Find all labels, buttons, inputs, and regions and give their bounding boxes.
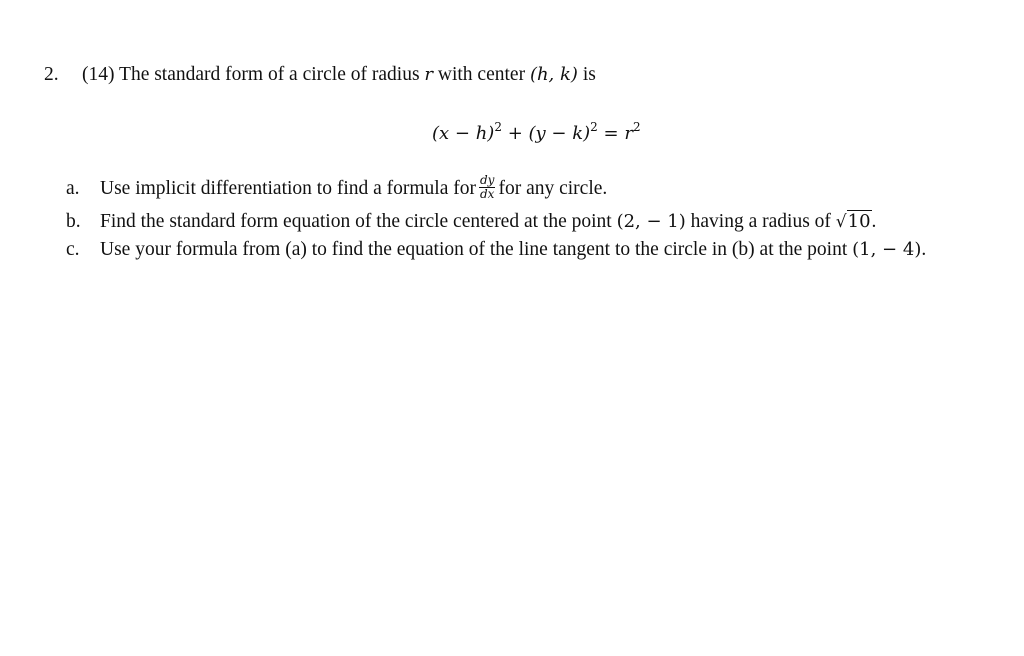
square-root: [836, 209, 872, 235]
part-c: [66, 237, 926, 263]
circle-equation: [432, 114, 641, 147]
part-c-letter: c.: [66, 239, 80, 260]
equation-exponent-3: 2: [632, 120, 641, 134]
part-b-letter: b.: [66, 211, 81, 232]
part-a-text-before: Use implicit differentiation to find a formula for: [100, 178, 476, 199]
part-b-text-middle: having a radius of: [690, 211, 831, 232]
problem-points: (14): [82, 64, 115, 85]
part-c-text-before: Use your formula from (a) to find the equation of the line tangent to the circle in (b) at the point: [100, 239, 848, 260]
fraction-numerator: dy: [480, 173, 495, 188]
center-coordinates: (h, k): [529, 64, 578, 85]
equation-plus: +: [501, 123, 529, 144]
radical-sign-icon: √: [835, 212, 847, 232]
part-c-point: (1, − 4): [852, 239, 922, 260]
equation-term-2: (y − k): [528, 123, 591, 144]
problem-intro-text: The standard form of a circle of radius: [119, 64, 420, 85]
equation-exponent-1: 2: [494, 120, 502, 134]
part-a-text-after: for any circle.: [498, 178, 608, 199]
trailing-text: is: [582, 64, 596, 85]
problem-statement: [44, 62, 596, 88]
part-b-text-before: Find the standard form equation of the circle centered at the point: [100, 211, 612, 232]
radius-symbol: r: [424, 64, 434, 85]
equation-exponent-2: 2: [590, 120, 598, 134]
radicand: 10: [847, 211, 871, 232]
dy-dx-fraction: [479, 174, 495, 201]
equation-equals: =: [597, 123, 625, 144]
part-a: [66, 173, 608, 203]
with-center-text: with center: [437, 64, 526, 85]
part-b-point: (2, − 1): [616, 211, 686, 232]
fraction-denominator: dx: [480, 187, 495, 202]
part-b: [66, 209, 876, 235]
equation-term-1: (x − h): [432, 123, 495, 144]
part-b-text-after: .: [871, 211, 877, 232]
problem-number: 2.: [44, 64, 59, 85]
part-a-letter: a.: [66, 178, 80, 199]
equation-rhs: r: [624, 123, 633, 144]
part-c-text-after: .: [921, 239, 927, 260]
